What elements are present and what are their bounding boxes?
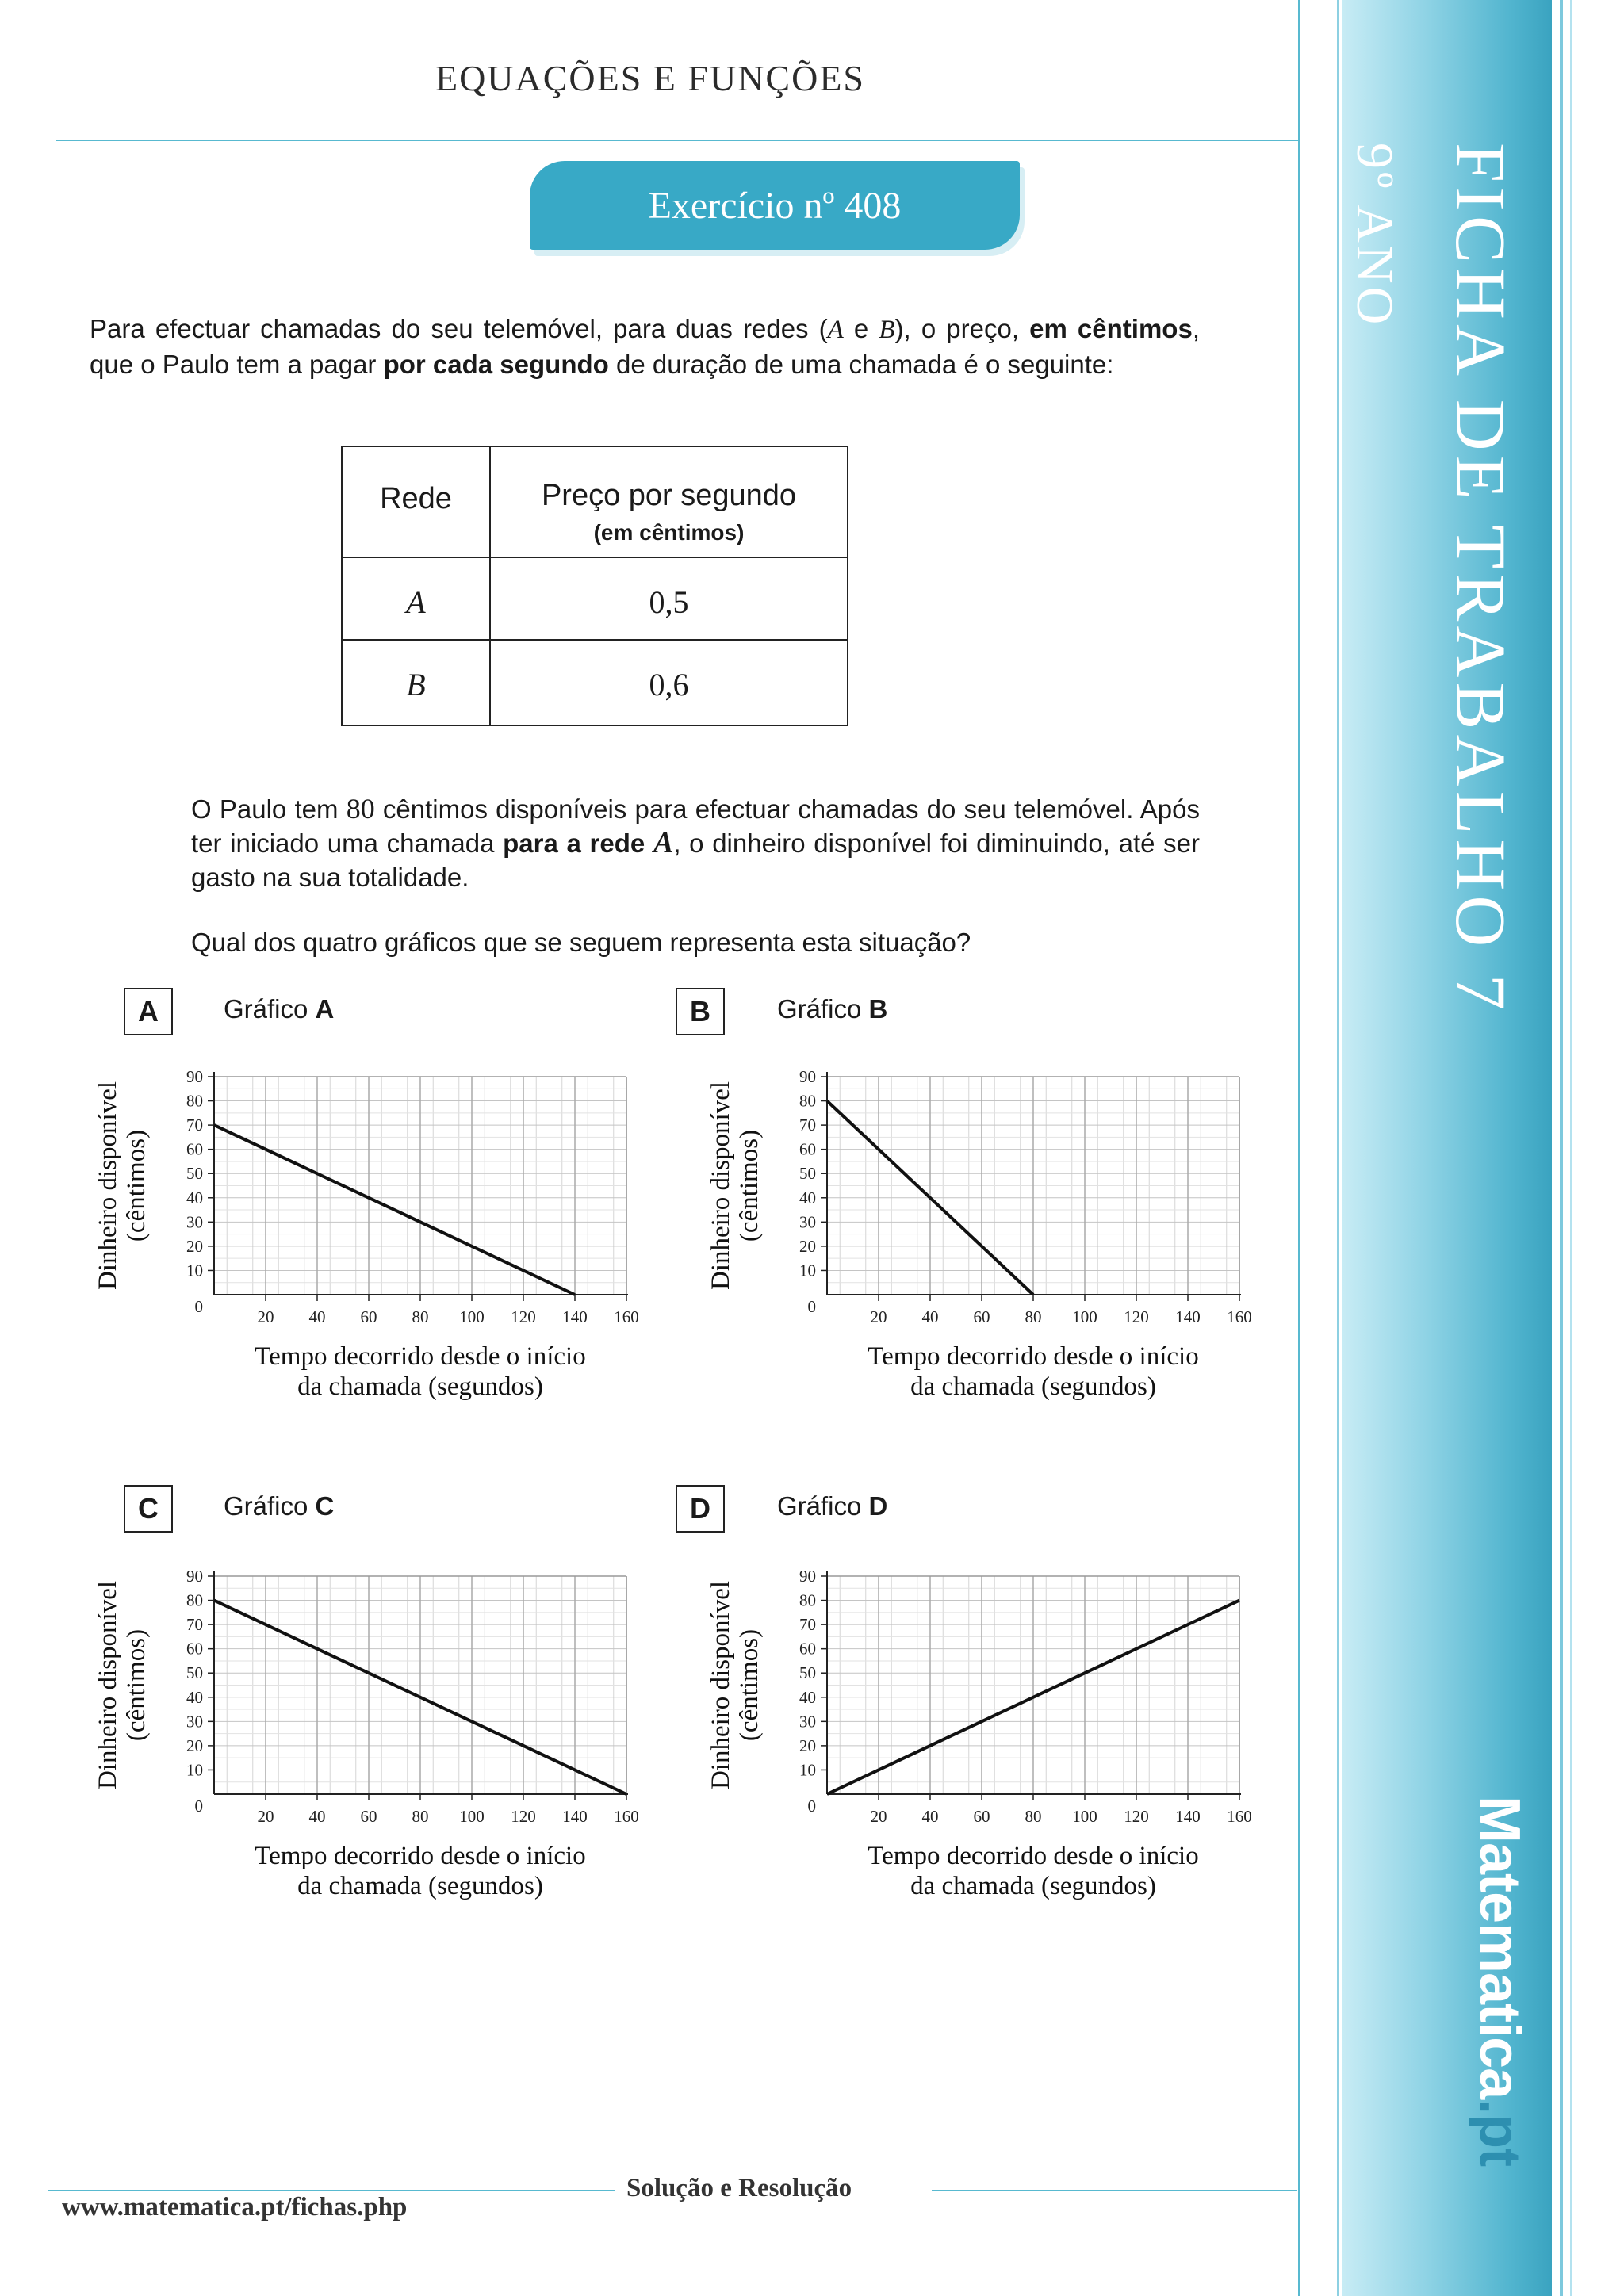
option-box-a: A <box>124 988 173 1035</box>
x-tick-label: 40 <box>921 1307 939 1326</box>
x-tick-label: 160 <box>1227 1807 1252 1826</box>
situation-text: cêntimos disponíveis para efectuar chamadas do seu telemóvel. Após ter iniciado uma chamada <box>191 794 1200 858</box>
x-tick-label: 20 <box>870 1307 887 1326</box>
table-header-rede: Rede <box>380 482 452 515</box>
x-tick-label: 160 <box>614 1807 639 1826</box>
intro-text: ), o preço, <box>894 314 1030 343</box>
intro-text: e <box>843 314 879 343</box>
y-tick-label: 80 <box>799 1590 816 1610</box>
option-title-letter: D <box>868 1491 888 1521</box>
x-tick-label: 60 <box>360 1307 377 1326</box>
brand-name: Matematica <box>1468 1796 1531 2099</box>
x-tick-label: 80 <box>412 1307 429 1326</box>
y-tick-label: 70 <box>799 1115 816 1135</box>
x-tick-label: 40 <box>308 1307 326 1326</box>
table-divider <box>343 639 847 641</box>
y-tick-label: 90 <box>186 1567 203 1586</box>
network-a: A <box>653 826 674 859</box>
y-tick-label: 10 <box>799 1261 816 1280</box>
y-tick-label: 60 <box>186 1639 203 1659</box>
y-axis-label: (cêntimos) <box>122 1129 151 1242</box>
y-tick-label: 60 <box>186 1139 203 1159</box>
x-tick-label: 60 <box>973 1807 990 1826</box>
worksheet-title: FICHA DE TRABALHO 7 <box>1441 143 1519 1015</box>
y-axis-label: (cêntimos) <box>735 1628 764 1742</box>
y-tick-label: 80 <box>799 1091 816 1111</box>
x-tick-label: 100 <box>1072 1807 1097 1826</box>
y-axis-label: Dinheiro disponível <box>94 1580 122 1790</box>
footer-divider <box>48 2190 615 2191</box>
x-axis-label: Tempo decorrido desde o início <box>255 1842 586 1870</box>
intro-bold: em cêntimos <box>1029 314 1193 343</box>
x-tick-label: 20 <box>870 1807 887 1826</box>
intro-bold: por cada segundo <box>383 350 609 379</box>
table-row-rede: B <box>406 667 426 702</box>
option-title-letter: B <box>868 994 888 1024</box>
y-axis-label: Dinheiro disponível <box>707 1081 735 1291</box>
table-row-rede: A <box>406 584 426 620</box>
y-tick-label: 30 <box>186 1212 203 1232</box>
y-tick-label: 90 <box>186 1067 203 1086</box>
x-axis-label: Tempo decorrido desde o início <box>255 1342 586 1371</box>
y-axis-label: (cêntimos) <box>735 1129 764 1242</box>
x-tick-label: 120 <box>511 1307 536 1326</box>
x-tick-label: 140 <box>562 1307 588 1326</box>
y-tick-label: 10 <box>799 1760 816 1780</box>
x-tick-label: 20 <box>257 1307 274 1326</box>
option-title-b <box>777 994 887 1024</box>
x-tick-label: 80 <box>1025 1307 1042 1326</box>
x-tick-label: 20 <box>257 1807 274 1826</box>
y-tick-label: 30 <box>799 1212 816 1232</box>
x-axis-label: Tempo decorrido desde o início <box>868 1842 1199 1870</box>
option-title-d <box>777 1491 887 1521</box>
intro-text: Para efectuar chamadas do seu telemóvel, para duas redes ( <box>90 314 828 343</box>
footer-divider <box>932 2190 1297 2191</box>
situation-text: , o dinheiro disponível foi diminuindo, até ser gasto na sua totalidade. <box>191 828 1200 892</box>
option-title-text: Gráfico <box>777 1491 869 1521</box>
y-tick-label: 30 <box>799 1712 816 1732</box>
y-tick-label: 70 <box>799 1615 816 1635</box>
y-tick-label: 60 <box>799 1139 816 1159</box>
page-header-title: EQUAÇÕES E FUNÇÕES <box>435 58 866 98</box>
x-tick-label: 60 <box>360 1807 377 1826</box>
y-tick-label: 50 <box>799 1663 816 1683</box>
x-tick-label: 120 <box>1124 1307 1149 1326</box>
y-tick-label: 40 <box>799 1687 816 1707</box>
question-text: Qual dos quatro gráficos que se seguem representa esta situação? <box>191 928 971 957</box>
footer-url-link[interactable]: www.matematica.pt/fichas.php <box>62 2193 408 2221</box>
chart-c <box>87 1562 658 1911</box>
y-tick-label: 20 <box>186 1236 203 1256</box>
y-tick-label: 40 <box>799 1188 816 1207</box>
intro-text: de duração de uma chamada é o seguinte: <box>608 350 1114 379</box>
y-tick-label: 70 <box>186 1615 203 1635</box>
x-tick-label: 100 <box>459 1307 485 1326</box>
option-title-letter: C <box>315 1491 335 1521</box>
x-axis-label: da chamada (segundos) <box>910 1872 1156 1900</box>
sidebar-stripe <box>1337 0 1339 2296</box>
origin-label: 0 <box>807 1797 816 1816</box>
sidebar-border-line <box>1298 0 1300 2296</box>
amount-value: 80 <box>346 793 375 825</box>
y-tick-label: 50 <box>186 1663 203 1683</box>
y-tick-label: 20 <box>186 1735 203 1755</box>
x-axis-label: da chamada (segundos) <box>297 1872 543 1900</box>
x-tick-label: 160 <box>1227 1307 1252 1326</box>
y-tick-label: 50 <box>186 1164 203 1184</box>
network-a: A <box>827 316 844 344</box>
table-divider <box>343 557 847 558</box>
option-title-text: Gráfico <box>224 994 316 1024</box>
brand-logo <box>1467 1796 1532 2166</box>
y-tick-label: 80 <box>186 1590 203 1610</box>
option-box-c: C <box>124 1485 173 1533</box>
sidebar-stripe <box>1560 0 1563 2296</box>
situation-text: O Paulo tem <box>191 794 347 824</box>
x-tick-label: 100 <box>459 1807 485 1826</box>
header-divider <box>56 140 1300 141</box>
x-tick-label: 80 <box>412 1807 429 1826</box>
x-tick-label: 120 <box>1124 1807 1149 1826</box>
option-box-b: B <box>676 988 725 1035</box>
y-axis-label: Dinheiro disponível <box>707 1580 735 1790</box>
x-tick-label: 100 <box>1072 1307 1097 1326</box>
x-tick-label: 60 <box>973 1307 990 1326</box>
intro-paragraph <box>90 312 1200 381</box>
option-box-d: D <box>676 1485 725 1533</box>
y-tick-label: 40 <box>186 1188 203 1207</box>
origin-label: 0 <box>194 1797 203 1816</box>
situation-bold: para a rede <box>503 828 653 858</box>
x-tick-label: 140 <box>1175 1807 1201 1826</box>
y-tick-label: 10 <box>186 1760 203 1780</box>
network-b: B <box>879 316 895 344</box>
x-tick-label: 40 <box>921 1807 939 1826</box>
table-row-preco: 0,5 <box>649 584 689 620</box>
option-title-text: Gráfico <box>777 994 869 1024</box>
origin-label: 0 <box>194 1297 203 1316</box>
y-tick-label: 10 <box>186 1261 203 1280</box>
y-tick-label: 90 <box>799 1567 816 1586</box>
price-table <box>341 446 848 726</box>
x-tick-label: 40 <box>308 1807 326 1826</box>
x-axis-label: Tempo decorrido desde o início <box>868 1342 1199 1371</box>
option-title-letter: A <box>315 994 335 1024</box>
option-title-c <box>224 1491 334 1521</box>
table-header-preco: Preço por segundo <box>541 479 797 512</box>
chart-b <box>700 1062 1271 1411</box>
x-tick-label: 160 <box>614 1307 639 1326</box>
sidebar-stripe <box>1570 0 1572 2296</box>
y-tick-label: 60 <box>799 1639 816 1659</box>
y-tick-label: 20 <box>799 1735 816 1755</box>
x-axis-label: da chamada (segundos) <box>297 1372 543 1401</box>
grade-label: 9º ANO <box>1346 143 1404 328</box>
y-tick-label: 80 <box>186 1091 203 1111</box>
y-axis-label: (cêntimos) <box>122 1628 151 1742</box>
x-axis-label: da chamada (segundos) <box>910 1372 1156 1401</box>
option-title-text: Gráfico <box>224 1491 316 1521</box>
origin-label: 0 <box>807 1297 816 1316</box>
y-tick-label: 30 <box>186 1712 203 1732</box>
y-tick-label: 90 <box>799 1067 816 1086</box>
y-tick-label: 50 <box>799 1164 816 1184</box>
chart-a <box>87 1062 658 1411</box>
y-axis-label: Dinheiro disponível <box>94 1081 122 1291</box>
x-tick-label: 140 <box>562 1807 588 1826</box>
y-tick-label: 20 <box>799 1236 816 1256</box>
x-tick-label: 140 <box>1175 1307 1201 1326</box>
situation-paragraph <box>191 792 1200 894</box>
table-row-preco: 0,6 <box>649 667 689 702</box>
intro-text: , que o Paulo tem a pagar <box>90 314 1200 379</box>
y-tick-label: 70 <box>186 1115 203 1135</box>
option-title-a <box>224 994 334 1024</box>
x-tick-label: 80 <box>1025 1807 1042 1826</box>
exercise-number: Exercício nº 408 <box>648 185 902 227</box>
chart-d <box>700 1562 1271 1911</box>
table-header-unit: (em cêntimos) <box>593 520 745 545</box>
x-tick-label: 120 <box>511 1807 536 1826</box>
brand-accent: .pt <box>1468 2099 1531 2167</box>
solution-link[interactable]: Solução e Resolução <box>626 2174 852 2202</box>
y-tick-label: 40 <box>186 1687 203 1707</box>
